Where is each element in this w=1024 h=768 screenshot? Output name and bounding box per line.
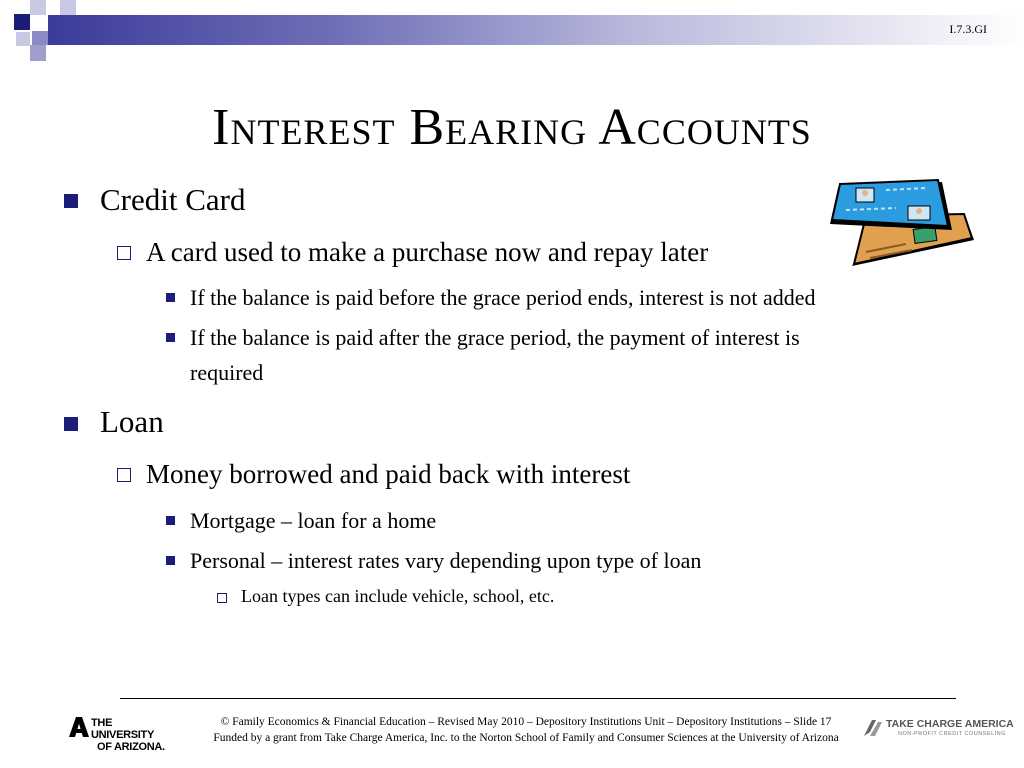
square-bullet (166, 333, 175, 342)
arizona-a-icon (68, 716, 90, 738)
loan-point-personal: Personal – interest rates vary depending upon type of loan (190, 548, 702, 573)
heading-loan: Loan (100, 404, 164, 439)
tca-logo-text: TAKE CHARGE AMERICA (886, 718, 1014, 730)
header-square-light (60, 0, 76, 15)
footer-credits (196, 714, 856, 746)
slide-code: I.7.3.GI (949, 22, 987, 36)
square-bullet (64, 417, 78, 431)
ua-logo-line-2: OF ARIZONA. (97, 741, 165, 753)
square-bullet (64, 194, 78, 208)
square-bullet (166, 516, 175, 525)
box-bullet (217, 593, 227, 603)
header-square-light (30, 0, 46, 15)
credit-card-point-2: If the balance is paid after the grace period, the payment of interest is (190, 325, 800, 350)
header-square-mid (32, 31, 48, 45)
blue-card-image (830, 180, 952, 230)
heading-credit-card: Credit Card (100, 182, 246, 217)
header-square-light (30, 45, 46, 61)
square-bullet (166, 293, 175, 302)
box-bullet (117, 246, 131, 260)
slide-title: Interest Bearing Accounts (212, 99, 812, 156)
footer-rule (120, 698, 956, 699)
credit-card-illustration (826, 178, 976, 268)
university-of-arizona-logo (68, 716, 168, 753)
tca-logo-tagline: NON-PROFIT CREDIT COUNSELING (898, 731, 1006, 737)
credit-card-definition: A card used to make a purchase now and repay later (146, 237, 709, 267)
ua-logo-line-1: THE UNIVERSITY (91, 717, 155, 741)
take-charge-america-logo (862, 716, 1014, 746)
loan-point-mortgage: Mortgage – loan for a home (190, 508, 437, 533)
box-bullet (117, 468, 131, 482)
footer-line-2: Funded by a grant from Take Charge America, Inc. to the Norton School of Family and Consumer Sciences at the University of Arizona (213, 732, 839, 744)
credit-card-point-1: If the balance is paid before the grace period ends, interest is not added (190, 285, 816, 310)
footer-line-1: © Family Economics & Financial Education – Revised May 2010 – Depository Institutions Unit – Depository Institutions – Slide 17 (220, 716, 832, 728)
square-bullet (166, 556, 175, 565)
tca-swoosh-icon (862, 716, 886, 740)
header-square-dark (14, 14, 30, 30)
loan-sub-point-types: Loan types can include vehicle, school, etc. (241, 586, 555, 606)
header-square-light (16, 32, 30, 46)
header-gradient-bar (48, 15, 1024, 45)
credit-card-point-2-continued: required (190, 360, 264, 385)
loan-definition: Money borrowed and paid back with interest (146, 459, 631, 489)
